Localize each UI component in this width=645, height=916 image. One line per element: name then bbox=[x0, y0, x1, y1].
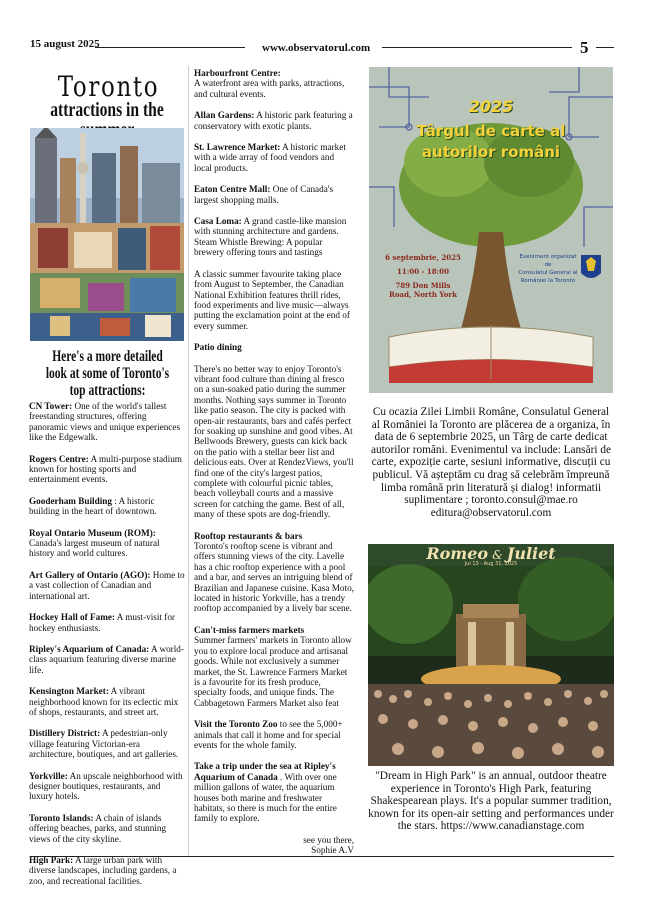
signoff: see you there, Sophie A.V bbox=[303, 834, 354, 856]
romeo-title: Romeo bbox=[426, 544, 489, 563]
juliet-title: Juliet bbox=[506, 544, 556, 563]
farmers-text: Summer farmers' markets in Toronto allow you to explore local produce and artisanal goods. While not exclusively a summer market, the St. Lawrence Farmers Market is a favourite for its fresh produce, specialty foods, and unique finds. The Cabbagetown Farmers Market also feat bbox=[194, 635, 352, 708]
poster-time: 11:00 - 18:00 bbox=[397, 267, 449, 276]
attraction-hockey-hall: Hockey Hall of Fame: A must-visit for hockey enthusiasts. bbox=[29, 612, 175, 633]
toronto-collage-image bbox=[30, 128, 184, 341]
header-rule-left bbox=[95, 47, 245, 48]
attraction-yorkville: Yorkville: An upscale neighborhood with designer boutiques, restaurants, and luxury hotels. bbox=[29, 770, 183, 802]
poster-title-2: autorilor români bbox=[421, 143, 561, 161]
header-rule-right bbox=[382, 47, 572, 48]
farmers-heading: Can't-miss farmers markets bbox=[194, 624, 305, 635]
page-number: 5 bbox=[580, 38, 589, 57]
patio-text: There's no better way to enjoy Toronto's vibrant food culture than dining al fresco on a sun-soaked patio during the summer months. Nothing says summer in Toronto like patio season. The city is packed with open-air restaurants, bars and cafés perfect for soaking up sunshine and good vibes. At Bellwoods Brewery, guests can kick back on the patio with a stellar beer list and delicious eats. Over at RendezViews, you'll find one of the city's largest patios, complete with colourful picnic tables, beach volleyball courts and a massive screen for catching the game. Best of all, many of these spots are dog-friendly. bbox=[194, 363, 354, 520]
attraction-kensington: Kensington Market: A vibrant neighborhood known for its eclectic mix of shops, restaurants, and street art. bbox=[29, 686, 179, 717]
poster-title-1: Târgul de carte al bbox=[416, 122, 566, 140]
footer-rule bbox=[30, 856, 614, 857]
attraction-ago: Art Gallery of Ontario (AGO): Home to a vast collection of Canadian and international art. bbox=[29, 569, 185, 601]
website-link[interactable]: www.observatorul.com bbox=[262, 42, 371, 54]
attraction-ripleys: Ripley's Aquarium of Canada: A world-class aquarium featuring diverse marine life. bbox=[29, 643, 184, 675]
attractions-list-col1 bbox=[29, 401, 185, 897]
attraction-toronto-islands: Toronto Islands: A chain of islands offering beaches, parks, and stunning views of the city skyline. bbox=[29, 812, 167, 844]
attraction-harbourfront: Harbourfront Centre: A waterfront area with parks, attractions, and cultural events. bbox=[194, 68, 345, 99]
header-rule-end bbox=[596, 47, 614, 48]
poster-year: 2025 bbox=[468, 97, 514, 116]
article-col2 bbox=[194, 68, 354, 856]
romeo-juliet-photo bbox=[368, 544, 614, 766]
poster-address-2: Road, North York bbox=[389, 290, 457, 299]
dream-in-high-park-caption: "Dream in High Park" is an annual, outdoor theatre experience in Toronto's High Park, featuring Shakespearean plays. It's a popular summer tradition, known for its open-air setting and performances under the stars. https://www.canadianstage.com bbox=[368, 770, 614, 833]
romeo-dates: Jul 13 - Aug 31, 2025 bbox=[464, 561, 518, 567]
attractions-subheading: Here's a more detailed look at some of Toronto's top attractions: bbox=[45, 348, 170, 399]
attraction-distillery: Distillery District: A pedestrian-only village featuring Victorian-era architecture, boutiques, and art galleries. bbox=[29, 728, 179, 760]
rooftop-text: Toronto's rooftop scene is vibrant and offers stunning views of the city. Lavelle has a chic rooftop experience with a pool and a bar, and serves an intriguing blend of Brazilian and Japanese cuisine. Kasa Moto, located in historic Yorkville, has a trendy rooftop accompanied by a lively bar scene. bbox=[194, 541, 354, 614]
attraction-rogers-centre: Rogers Centre: A multi-purpose stadium known for hosting sports and entertainment events. bbox=[29, 453, 182, 485]
attraction-st-lawrence: St. Lawrence Market: A historic market with a wide array of food vendors and local products. bbox=[194, 142, 346, 173]
ripley-paragraph: Take a trip under the sea at Ripley's Aquarium of Canada . With over one million gallons of water, the aquarium houses both marine and freshwater habitats, so there is much for the entire family to explore. bbox=[194, 761, 337, 824]
rooftop-heading: Rooftop restaurants & bars bbox=[194, 530, 303, 541]
column-divider bbox=[188, 66, 189, 856]
attraction-allan-gardens: Allan Gardens: A historic park featuring a conservatory with exotic plants. bbox=[194, 110, 353, 131]
attraction-cn-tower: CN Tower: One of the world's tallest freestanding structures, offering panoramic views and unique experiences like the Edgewalk. bbox=[29, 401, 181, 443]
book-fair-announcement: Cu ocazia Zilei Limbii Române, Consulatul General al României la Toronto are plăcerea de a organiza, în data de 6 septembrie 2025, un Târg de carte dedicat autorilor români. Evenimentul va include: Lansări de carte, expoziție carte, sesiuni informative, discuții cu publicul. Vă așteptăm cu drag să celebrăm împreună limba română prin literatură și dialog! informatii suplimentare ; toronto.consul@mae.ro editura@observatorul.com bbox=[371, 406, 611, 519]
attraction-gooderham: Gooderham Building : A historic building in the heart of downtown. bbox=[29, 495, 157, 517]
attraction-casa-loma: Casa Loma: A grand castle-like mansion with stunning architecture and gardens. Steam Whistle Brewing: A popular brewery offering tours and tastings bbox=[194, 216, 347, 258]
article-title-main: Toronto bbox=[57, 70, 160, 103]
issue-date: 15 august 2025 bbox=[30, 38, 100, 50]
romeo-amp: & bbox=[492, 548, 503, 562]
attraction-eaton-centre: Eaton Centre Mall: One of Canada's largest shopping malls. bbox=[194, 184, 334, 205]
attraction-high-park: High Park: A large urban park with diverse landscapes, including gardens, a zoo, and recreational facilities. bbox=[29, 855, 177, 886]
article-title-sub: attractions in the bbox=[50, 99, 164, 121]
patio-heading: Patio dining bbox=[194, 342, 242, 353]
zoo-paragraph: Visit the Toronto Zoo to see the 5,000+ animals that call it home and for special events for the whole family. bbox=[194, 719, 343, 750]
poster-date: 6 septembrie, 2025 bbox=[385, 253, 461, 262]
attraction-rom: Royal Ontario Museum (ROM): Canada's largest museum of natural history and world cultures. bbox=[29, 527, 160, 559]
cne-paragraph: A classic summer favourite taking place from August to September, the Canadian National Exhibition features thrill rides, food experiments and live music—always putting the exclamation point at the end of every summer. bbox=[194, 268, 350, 331]
poster-organizer: Eveniment organizat de Consulatul General al României la Toronto bbox=[518, 254, 578, 284]
book-fair-poster bbox=[369, 67, 613, 393]
poster-address-1: 789 Don Mills bbox=[395, 281, 451, 290]
